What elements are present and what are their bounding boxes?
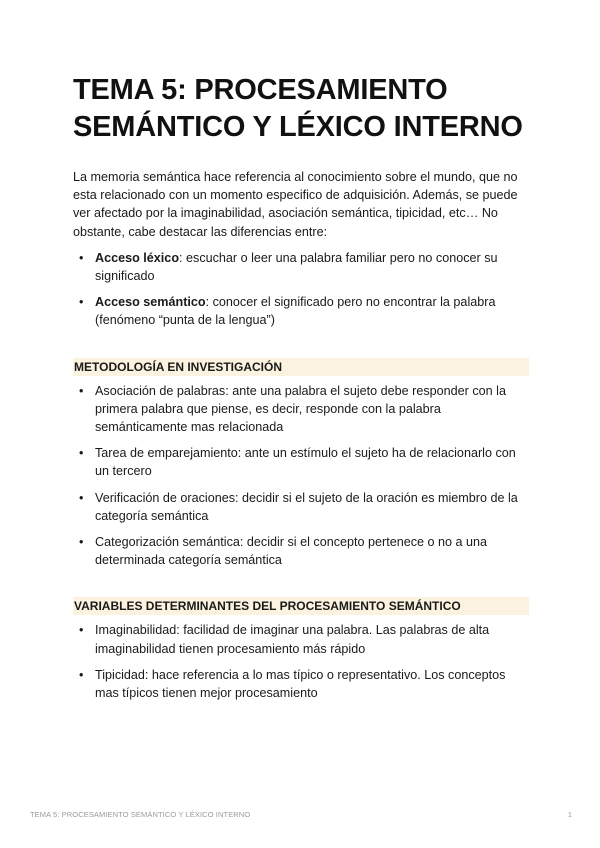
- document-page: [73, 72, 529, 710]
- bullet-icon: •: [79, 383, 84, 398]
- methodology-list: [73, 382, 529, 570]
- term-semantic-access: Acceso semántico: [95, 295, 206, 310]
- list-item: [73, 293, 529, 329]
- section-heading-methodology: METODOLOGÍA EN INVESTIGACIÓN: [73, 358, 529, 376]
- intro-paragraph: La memoria semántica hace referencia al conocimiento sobre el mundo, que no esta relacionado con un momento especifico de adquisición. Además, se puede ver afectado por la imaginabilidad, asociación semántica, tipicidad, etc… No obstante, cabe destacar las diferencias entre:: [73, 170, 518, 239]
- page-title: TEMA 5: PROCESAMIENTO SEMÁNTICO Y LÉXICO INTERNO: [73, 74, 523, 143]
- variables-list: [73, 621, 529, 702]
- bullet-icon: •: [79, 667, 84, 682]
- list-item: [73, 666, 529, 702]
- list-item: [73, 621, 529, 657]
- list-item-text: Imaginabilidad: facilidad de imaginar una palabra. Las palabras de alta imaginabilidad tienen procesamiento más rápido: [95, 623, 490, 656]
- term-description: : conocer el significado pero no encontrar la palabra (fenómeno “punta de la lengua”): [95, 295, 496, 328]
- list-item: [73, 444, 529, 480]
- bullet-icon: •: [79, 623, 84, 638]
- access-list: [73, 249, 529, 330]
- list-item-text: Categorización semántica: decidir si el concepto pertenece o no a una determinada categoría semántica: [95, 535, 488, 568]
- bullet-icon: •: [79, 446, 84, 461]
- list-item-text: Tarea de emparejamiento: ante un estímulo el sujeto ha de relacionarlo con un tercero: [95, 446, 516, 479]
- list-item: [73, 489, 529, 525]
- list-item: [73, 249, 529, 285]
- list-item-text: Asociación de palabras: ante una palabra el sujeto debe responder con la primera palabra que piense, es decir, responde con la palabra semánticamente mas relacionada: [95, 383, 506, 435]
- bullet-icon: •: [79, 250, 84, 265]
- list-item: [73, 382, 529, 437]
- term-lexical-access: Acceso léxico: [95, 250, 180, 265]
- bullet-icon: •: [79, 295, 84, 310]
- footer-title: TEMA 5: PROCESAMIENTO SEMÁNTICO Y LÉXICO INTERNO: [30, 810, 251, 819]
- footer-page-number: 1: [567, 810, 572, 819]
- list-item-text: Verificación de oraciones: decidir si el sujeto de la oración es miembro de la categoría semántica: [95, 490, 518, 523]
- list-item-text: Tipicidad: hace referencia a lo mas típico o representativo. Los conceptos mas típicos tienen mejor procesamiento: [95, 667, 506, 701]
- section-heading-variables: VARIABLES DETERMINANTES DEL PROCESAMIENTO SEMÁNTICO: [73, 597, 529, 615]
- bullet-icon: •: [79, 490, 84, 505]
- bullet-icon: •: [79, 535, 84, 550]
- term-description: : escuchar o leer una palabra familiar pero no conocer su significado: [95, 250, 498, 284]
- list-item: [73, 533, 529, 569]
